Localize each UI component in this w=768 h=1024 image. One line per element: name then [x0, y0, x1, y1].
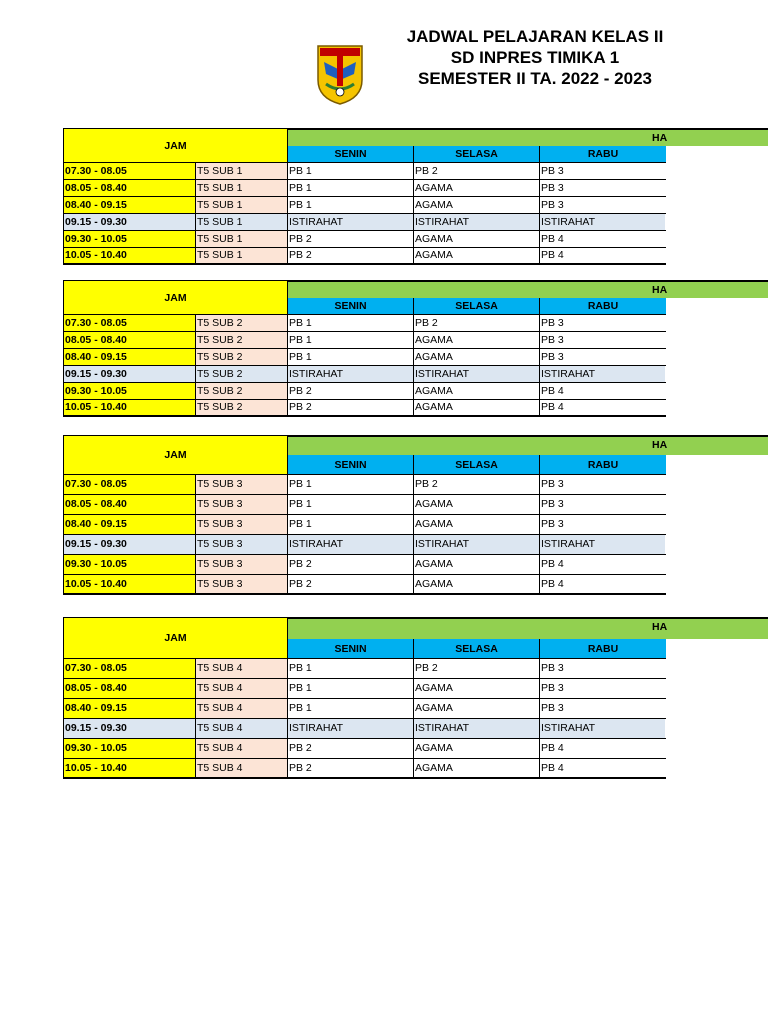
subject-cell: PB 2: [414, 659, 540, 678]
table-row: [63, 315, 666, 332]
day-header-rabu: RABU: [540, 146, 666, 163]
subject-cell: PB 1: [288, 180, 414, 196]
day-header-rabu: RABU: [540, 639, 666, 659]
time-cell: 09.15 - 09.30: [63, 366, 196, 382]
subject-cell: PB 2: [288, 555, 414, 574]
schedule-table: [63, 280, 768, 417]
day-header-selasa: SELASA: [414, 639, 540, 659]
subject-cell: PB 3: [541, 181, 564, 194]
subject-cell: AGAMA: [414, 495, 540, 514]
table-row: [63, 349, 666, 366]
time-cell: 09.15 - 09.30: [63, 719, 196, 738]
title-line-3: SEMESTER II TA. 2022 - 2023: [418, 69, 652, 88]
subject-cell: PB 1: [288, 699, 414, 718]
table-row: [63, 214, 666, 231]
jam-header: JAM: [63, 128, 288, 163]
subject-cell: AGAMA: [414, 248, 540, 263]
class-cell: T5 SUB 1: [196, 163, 288, 179]
table-row: [63, 575, 666, 595]
time-cell: 08.40 - 09.15: [63, 349, 196, 365]
class-cell: T5 SUB 1: [196, 248, 288, 263]
time-cell: 07.30 - 08.05: [63, 659, 196, 678]
subject-cell: PB 2: [414, 475, 540, 494]
subject-cell: AGAMA: [414, 332, 540, 348]
table-row: [63, 535, 666, 555]
subject-cell: PB 1: [288, 475, 414, 494]
subject-cell: ISTIRAHAT: [540, 214, 665, 230]
day-header-rabu: RABU: [540, 298, 666, 315]
subject-cell: PB 4: [541, 232, 564, 245]
time-cell: 08.05 - 08.40: [63, 679, 196, 698]
subject-cell: ISTIRAHAT: [288, 535, 414, 554]
table-row: [63, 180, 666, 197]
subject-cell: PB 4: [541, 401, 564, 414]
subject-cell: PB 2: [288, 231, 414, 247]
time-cell: 08.05 - 08.40: [63, 495, 196, 514]
subject-cell: ISTIRAHAT: [414, 535, 540, 554]
subject-cell: PB 4: [541, 742, 564, 755]
table-row: [63, 759, 666, 779]
table-row: [63, 475, 666, 495]
subject-cell: PB 2: [288, 739, 414, 758]
subject-cell: ISTIRAHAT: [540, 719, 665, 738]
subject-cell: PB 3: [541, 518, 564, 531]
jam-header: JAM: [63, 617, 288, 659]
subject-cell: AGAMA: [414, 349, 540, 365]
subject-cell: PB 1: [288, 197, 414, 213]
class-cell: T5 SUB 1: [196, 231, 288, 247]
class-cell: T5 SUB 4: [196, 719, 288, 738]
subject-cell: AGAMA: [414, 400, 540, 415]
page-title: [400, 26, 670, 89]
class-cell: T5 SUB 1: [196, 197, 288, 213]
subject-cell: PB 1: [288, 332, 414, 348]
table-row: [63, 699, 666, 719]
subject-cell: PB 1: [288, 495, 414, 514]
subject-cell: PB 4: [541, 761, 564, 774]
table-row: [63, 400, 666, 417]
subject-cell: PB 2: [288, 575, 414, 593]
class-cell: T5 SUB 4: [196, 659, 288, 678]
regency-crest-icon: [314, 40, 366, 106]
time-cell: 08.40 - 09.15: [63, 515, 196, 534]
class-cell: T5 SUB 4: [196, 699, 288, 718]
subject-cell: PB 2: [414, 163, 540, 179]
table-row: [63, 248, 666, 265]
hari-header: [288, 617, 768, 639]
table-row: [63, 555, 666, 575]
subject-cell: PB 1: [288, 349, 414, 365]
class-cell: T5 SUB 3: [196, 475, 288, 494]
title-line-1: JADWAL PELAJARAN KELAS II: [406, 27, 664, 46]
title-line-2: SD INPRES TIMIKA 1: [450, 48, 620, 67]
subject-cell: AGAMA: [414, 231, 540, 247]
hari-header: [288, 435, 768, 455]
subject-cell: PB 4: [541, 577, 564, 590]
time-cell: 08.40 - 09.15: [63, 699, 196, 718]
time-cell: 10.05 - 10.40: [63, 759, 196, 777]
class-cell: T5 SUB 2: [196, 349, 288, 365]
subject-cell: PB 2: [288, 400, 414, 415]
subject-cell: AGAMA: [414, 575, 540, 593]
day-header-senin: SENIN: [288, 146, 414, 163]
table-row: [63, 495, 666, 515]
subject-cell: AGAMA: [414, 197, 540, 213]
table-row: [63, 163, 666, 180]
table-row: [63, 659, 666, 679]
table-row: [63, 679, 666, 699]
time-cell: 08.40 - 09.15: [63, 197, 196, 213]
table-row: [63, 332, 666, 349]
time-cell: 09.30 - 10.05: [63, 739, 196, 758]
hari-label: HA: [652, 439, 668, 451]
hari-label: HA: [652, 621, 668, 633]
time-cell: 08.05 - 08.40: [63, 180, 196, 196]
subject-cell: AGAMA: [414, 555, 540, 574]
subject-cell: PB 2: [414, 315, 540, 331]
subject-cell: PB 1: [288, 679, 414, 698]
subject-cell: ISTIRAHAT: [288, 214, 414, 230]
class-cell: T5 SUB 3: [196, 575, 288, 593]
class-cell: T5 SUB 2: [196, 400, 288, 415]
jam-header: JAM: [63, 435, 288, 475]
table-row: [63, 515, 666, 535]
subject-cell: PB 3: [541, 316, 564, 329]
table-row: [63, 197, 666, 214]
day-header-selasa: SELASA: [414, 146, 540, 163]
time-cell: 07.30 - 08.05: [63, 315, 196, 331]
schedule-table: [63, 617, 768, 779]
class-cell: T5 SUB 4: [196, 739, 288, 758]
subject-cell: PB 3: [541, 662, 564, 675]
table-row: [63, 719, 666, 739]
day-header-rabu: RABU: [540, 455, 666, 475]
day-header-senin: SENIN: [288, 639, 414, 659]
table-row: [63, 231, 666, 248]
subject-cell: ISTIRAHAT: [540, 366, 665, 382]
table-row: [63, 383, 666, 400]
schedule-table: [63, 435, 768, 595]
subject-cell: AGAMA: [414, 679, 540, 698]
subject-cell: PB 3: [541, 333, 564, 346]
time-cell: 07.30 - 08.05: [63, 163, 196, 179]
subject-cell: AGAMA: [414, 759, 540, 777]
day-header-senin: SENIN: [288, 455, 414, 475]
hari-label: HA: [652, 132, 668, 144]
class-cell: T5 SUB 2: [196, 315, 288, 331]
subject-cell: ISTIRAHAT: [414, 214, 540, 230]
subject-cell: PB 3: [541, 164, 564, 177]
time-cell: 10.05 - 10.40: [63, 400, 196, 415]
day-header-selasa: SELASA: [414, 298, 540, 315]
subject-cell: PB 4: [541, 558, 564, 571]
subject-cell: PB 4: [541, 384, 564, 397]
subject-cell: PB 3: [541, 498, 564, 511]
subject-cell: PB 3: [541, 478, 564, 491]
time-cell: 10.05 - 10.40: [63, 575, 196, 593]
day-header-senin: SENIN: [288, 298, 414, 315]
class-cell: T5 SUB 1: [196, 180, 288, 196]
subject-cell: PB 1: [288, 515, 414, 534]
jam-header: JAM: [63, 280, 288, 315]
subject-cell: ISTIRAHAT: [540, 535, 665, 554]
class-cell: T5 SUB 3: [196, 495, 288, 514]
class-cell: T5 SUB 3: [196, 555, 288, 574]
subject-cell: AGAMA: [414, 515, 540, 534]
class-cell: T5 SUB 2: [196, 366, 288, 382]
time-cell: 08.05 - 08.40: [63, 332, 196, 348]
subject-cell: AGAMA: [414, 383, 540, 399]
subject-cell: PB 3: [541, 198, 564, 211]
class-cell: T5 SUB 1: [196, 214, 288, 230]
class-cell: T5 SUB 3: [196, 535, 288, 554]
hari-header: [288, 128, 768, 146]
subject-cell: PB 2: [288, 759, 414, 777]
subject-cell: PB 2: [288, 248, 414, 263]
subject-cell: PB 1: [288, 163, 414, 179]
schedule-table: [63, 128, 768, 265]
class-cell: T5 SUB 3: [196, 515, 288, 534]
class-cell: T5 SUB 4: [196, 759, 288, 777]
subject-cell: PB 1: [288, 315, 414, 331]
subject-cell: PB 3: [541, 350, 564, 363]
subject-cell: PB 4: [541, 249, 564, 262]
subject-cell: AGAMA: [414, 180, 540, 196]
subject-cell: ISTIRAHAT: [288, 366, 414, 382]
subject-cell: PB 3: [541, 702, 564, 715]
time-cell: 10.05 - 10.40: [63, 248, 196, 263]
time-cell: 09.30 - 10.05: [63, 383, 196, 399]
time-cell: 09.30 - 10.05: [63, 231, 196, 247]
time-cell: 09.30 - 10.05: [63, 555, 196, 574]
time-cell: 07.30 - 08.05: [63, 475, 196, 494]
hari-header: [288, 280, 768, 298]
class-cell: T5 SUB 2: [196, 383, 288, 399]
time-cell: 09.15 - 09.30: [63, 535, 196, 554]
subject-cell: AGAMA: [414, 699, 540, 718]
class-cell: T5 SUB 2: [196, 332, 288, 348]
subject-cell: ISTIRAHAT: [414, 719, 540, 738]
subject-cell: PB 3: [541, 682, 564, 695]
table-row: [63, 739, 666, 759]
table-row: [63, 366, 666, 383]
hari-label: HA: [652, 284, 668, 296]
subject-cell: AGAMA: [414, 739, 540, 758]
day-header-selasa: SELASA: [414, 455, 540, 475]
subject-cell: ISTIRAHAT: [288, 719, 414, 738]
subject-cell: PB 2: [288, 383, 414, 399]
time-cell: 09.15 - 09.30: [63, 214, 196, 230]
class-cell: T5 SUB 4: [196, 679, 288, 698]
subject-cell: ISTIRAHAT: [414, 366, 540, 382]
subject-cell: PB 1: [288, 659, 414, 678]
